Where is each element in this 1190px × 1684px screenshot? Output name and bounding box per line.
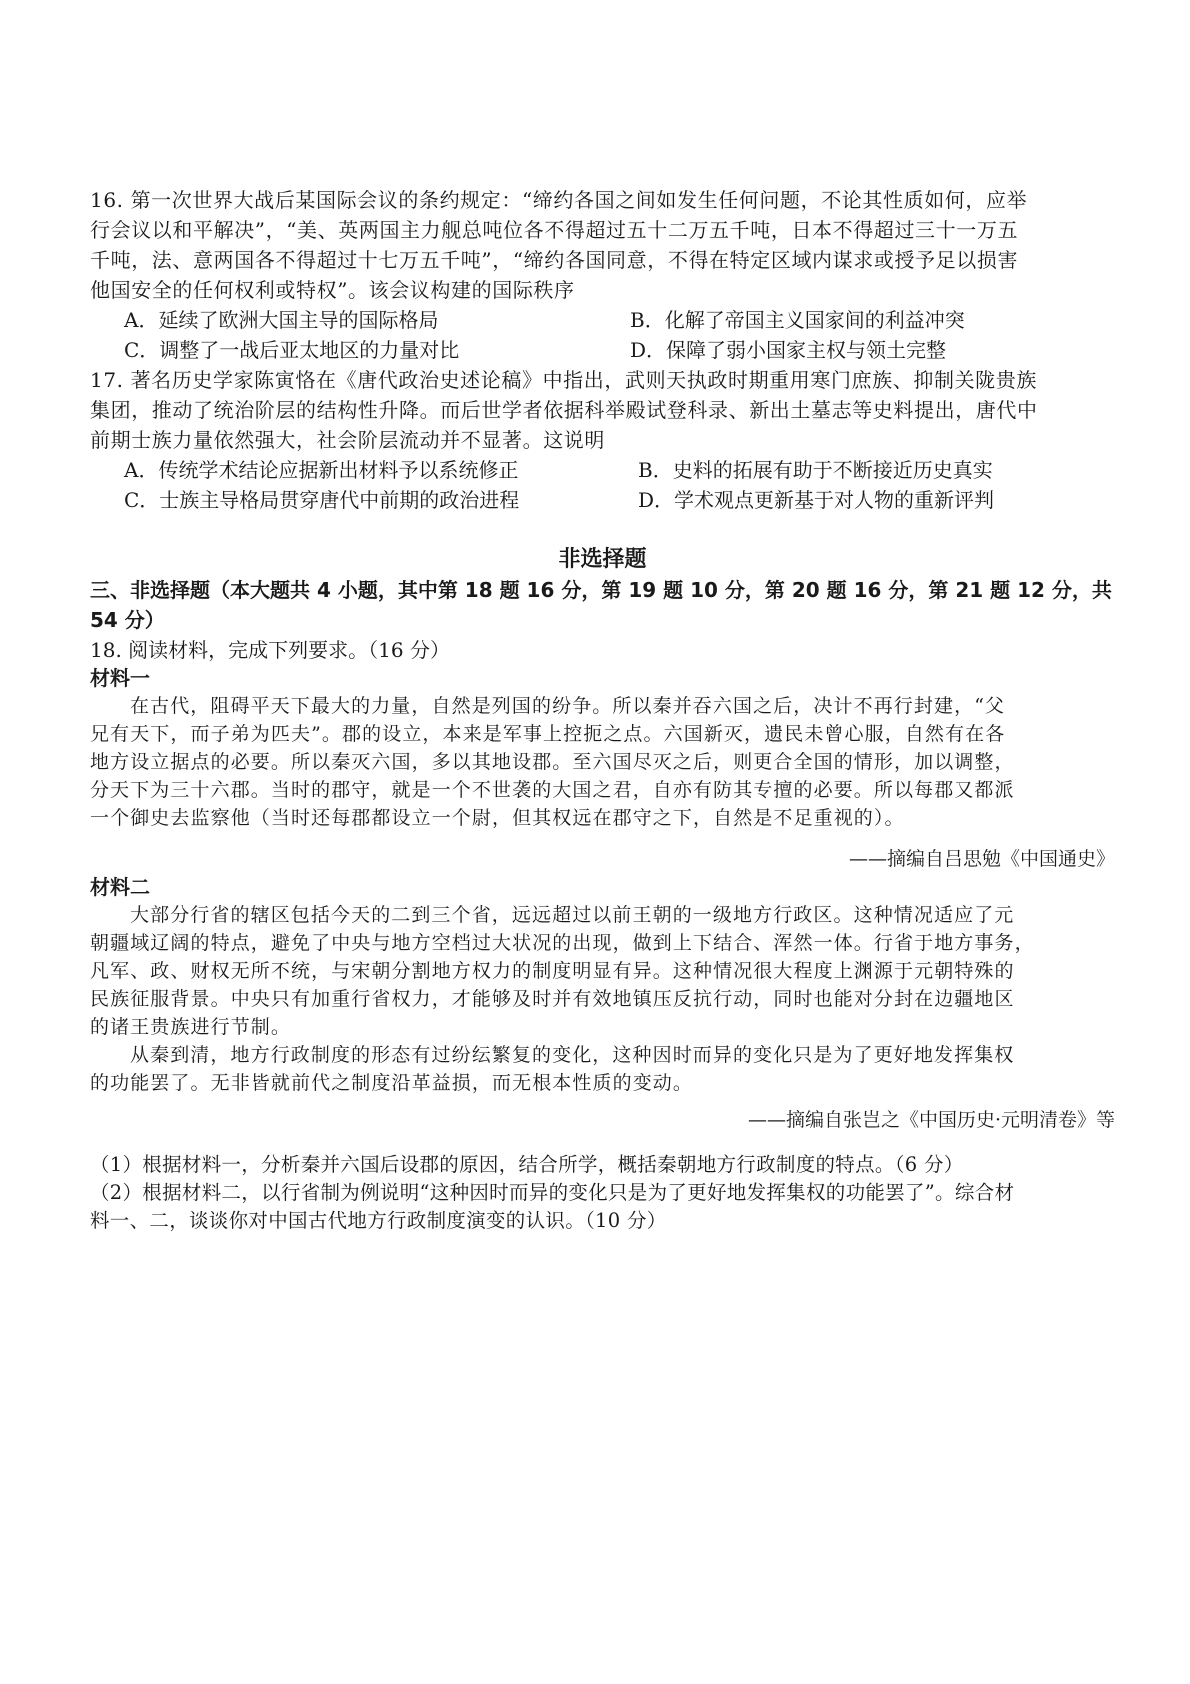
material-2-line-5: 的诸王贵族进行节制。 xyxy=(90,1016,292,1038)
q17-stem-line-2: 集团，推动了统治阶层的结构性升降。而后世学者依据科举殿试登科录、新出土墓志等史料提出，唐代中 xyxy=(90,398,1038,422)
exam-page xyxy=(90,0,1115,1684)
section-title: 非选择题 xyxy=(558,547,647,572)
material-2-line-2: 朝疆域辽阔的特点，避免了中央与地方空档过大状况的出现，做到上下结合、浑然一体。行省于地方事务， xyxy=(90,932,1035,954)
material-1-line-5: 一个御史去监察他（当时还每郡都设立一个尉，但其权远在郡守之下，自然是不足重视的）。 xyxy=(90,807,905,829)
material-2-line-3: 凡军、政、财权无所不统，与宋朝分割地方权力的制度明显有异。这种情况很大程度上渊源于元朝特殊的 xyxy=(90,960,1015,982)
material-1-label: 材料一 xyxy=(90,666,150,690)
material-1-line-3: 地方设立据点的必要。所以秦灭六国，多以其地设郡。至六国尽灭之后，则更合全国的情形，加以调整， xyxy=(90,751,1015,773)
q16-stem-line-1: 16. 第一次世界大战后某国际会议的条约规定：“缔约各国之间如发生任何问题，不论其性质如何，应举 xyxy=(90,188,1028,212)
material-1-line-1: 在古代，阻碍平天下最大的力量，自然是列国的纷争。所以秦并吞六国之后，决计不再行封建，“父 xyxy=(130,695,1006,717)
q16-option-b: B．化解了帝国主义国家间的利益冲突 xyxy=(630,308,965,332)
q18-subquestion-1: （1）根据材料一，分析秦并六国后设郡的原因，结合所学，概括秦朝地方行政制度的特点。（6 分） xyxy=(90,1153,964,1176)
material-2-label: 材料二 xyxy=(90,875,150,899)
material-1-line-4: 分天下为三十六郡。当时的郡守，就是一个不世袭的大国之君，自亦有防其专擅的必要。所以每郡又都派 xyxy=(90,779,1015,801)
q17-option-b: B．史料的拓展有助于不断接近历史真实 xyxy=(638,458,993,482)
q17-stem-line-1: 17. 著名历史学家陈寅恪在《唐代政治史述论稿》中指出，武则天执政时期重用寒门庶族、抑制关陇贵族 xyxy=(90,368,1037,392)
q16-stem-line-3: 千吨，法、意两国各不得超过十七万五千吨”，“缔约各国同意，不得在特定区域内谋求或授予足以损害 xyxy=(90,248,1019,272)
material-2-line-4: 民族征服背景。中央只有加重行省权力，才能够及时并有效地镇压反抗行动，同时也能对分封在边疆地区 xyxy=(90,988,1015,1010)
q16-option-a: A．延续了欧洲大国主导的国际格局 xyxy=(124,308,439,332)
q18-subquestion-2-line-1: （2）根据材料二，以行省制为例说明“这种因时而异的变化只是为了更好地发挥集权的功能罢了”。综合材 xyxy=(90,1181,1015,1204)
section-header-line-2: 54 分） xyxy=(90,608,165,632)
q17-option-a: A．传统学术结论应据新出材料予以系统修正 xyxy=(124,458,519,482)
q16-option-d: D．保障了弱小国家主权与领土完整 xyxy=(630,338,947,362)
q18-subquestion-2-line-2: 料一、二，谈谈你对中国古代地方行政制度演变的认识。（10 分） xyxy=(90,1209,667,1232)
material-2-line-7: 的功能罢了。无非皆就前代之制度沿革益损，而无根本性质的变动。 xyxy=(90,1072,694,1094)
material-1-line-2: 兄有天下，而子弟为匹夫”。郡的设立，本来是军事上控扼之点。六国新灭，遗民未曾心服，自然有在各 xyxy=(90,723,1006,745)
material-2-line-1: 大部分行省的辖区包括今天的二到三个省，远远超过以前王朝的一级地方行政区。这种情况适应了元 xyxy=(130,904,1015,926)
q16-stem-line-2: 行会议以和平解决”，“美、英两国主力舰总吨位各不得超过五十二万五千吨，日本不得超过三十一万五 xyxy=(90,218,1019,242)
q16-option-c: C．调整了一战后亚太地区的力量对比 xyxy=(124,338,460,362)
material-1-source: ——摘编自吕思勉《中国通史》 xyxy=(848,848,1115,870)
q17-option-c: C．士族主导格局贯穿唐代中前期的政治进程 xyxy=(124,488,520,512)
q18-stem: 18. 阅读材料，完成下列要求。（16 分） xyxy=(90,638,450,662)
q16-stem-line-4: 他国安全的任何权利或特权”。该会议构建的国际秩序 xyxy=(90,278,575,302)
q17-stem-line-3: 前期士族力量依然强大，社会阶层流动并不显著。这说明 xyxy=(90,428,605,452)
material-2-source: ——摘编自张岂之《中国历史·元明清卷》等 xyxy=(747,1109,1115,1131)
material-2-line-6: 从秦到清，地方行政制度的形态有过纷纭繁复的变化，这种因时而异的变化只是为了更好地发挥集权 xyxy=(130,1044,1015,1066)
section-header-line-1: 三、非选择题（本大题共 4 小题，其中第 18 题 16 分，第 19 题 10 分，第 20 题 16 分，第 21 题 12 分，共 xyxy=(90,578,1112,602)
q17-option-d: D．学术观点更新基于对人物的重新评判 xyxy=(638,488,995,512)
